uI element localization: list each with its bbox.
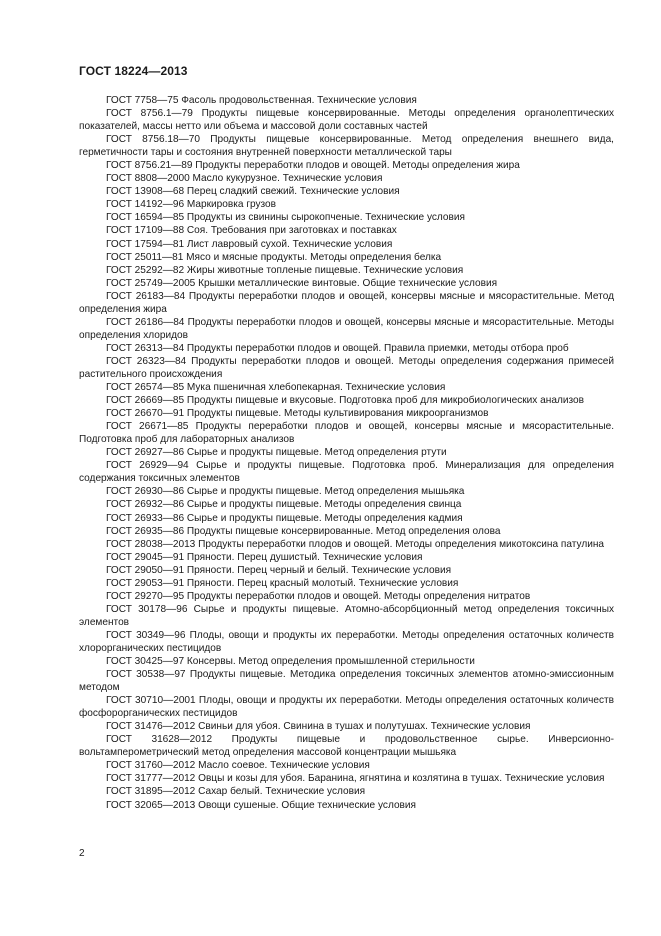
reference-item: ГОСТ 30349—96 Плоды, овощи и продукты их переработки. Методы определения остаточных количеств хлорорганических пестицидов — [79, 629, 614, 654]
reference-item: ГОСТ 7758—75 Фасоль продовольственная. Технические условия — [106, 95, 417, 106]
reference-item: ГОСТ 26932—86 Сырье и продукты пищевые. Методы определения свинца — [106, 499, 462, 511]
reference-item: ГОСТ 29050—91 Пряности. Перец черный и белый. Технические условия — [106, 564, 452, 576]
page-number: 2 — [79, 848, 85, 859]
reference-item: ГОСТ 31777—2012 Овцы и козы для убоя. Баранина, ягнятина и козлятина в тушах. Технические условия — [106, 773, 605, 785]
reference-item: ГОСТ 29270—95 Продукты переработки плодов и овощей. Методы определения нитратов — [106, 590, 531, 602]
reference-item: ГОСТ 30178—96 Сырье и продукты пищевые. Атомно-абсорбционный метод определения токсичных элементов — [79, 603, 614, 628]
reference-item: ГОСТ 25749—2005 Крышки металлические винтовые. Общие технические условия — [106, 277, 498, 289]
reference-item: ГОСТ 31895—2012 Сахар белый. Технические условия — [106, 786, 366, 798]
reference-item: ГОСТ 8808—2000 Масло кукурузное. Технические условия — [106, 173, 383, 185]
reference-item: ГОСТ 25292—82 Жиры животные топленые пищевые. Технические условия — [106, 264, 464, 276]
reference-item: ГОСТ 8756.1—79 Продукты пищевые консервированные. Методы определения органолептических показателей, массы нетто или объема и массовой доли составных частей — [79, 108, 614, 133]
reference-item: ГОСТ 26313—84 Продукты переработки плодов и овощей. Правила приемки, методы отбора проб — [106, 342, 569, 354]
reference-item: ГОСТ 32065—2013 Овощи сушеные. Общие технические условия — [106, 799, 417, 811]
reference-item: ГОСТ 26574—85 Мука пшеничная хлебопекарная. Технические условия — [106, 382, 446, 394]
document-code-header: ГОСТ 18224—2013 — [79, 64, 188, 78]
reference-item: ГОСТ 26671—85 Продукты переработки плодов и овощей, консервы мясные и мясорастительные. Подготовка проб для лабораторных анализов — [79, 421, 614, 446]
reference-item: ГОСТ 8756.21—89 Продукты переработки плодов и овощей. Методы определения жира — [106, 160, 520, 172]
reference-item: ГОСТ 17109—88 Соя. Требования при заготовках и поставках — [106, 225, 397, 237]
reference-item: ГОСТ 16594—85 Продукты из свинины сырокопченые. Технические условия — [106, 212, 466, 224]
reference-item: ГОСТ 8756.18—70 Продукты пищевые консервированные. Метод определения внешнего вида, герметичности тары и состояния внутренней поверхности металлической тары — [79, 134, 614, 159]
reference-item: ГОСТ 26186—84 Продукты переработки плодов и овощей, консервы мясные и мясорастительные. Методы определения хлоридов — [79, 316, 614, 341]
reference-item: ГОСТ 26929—94 Сырье и продукты пищевые. Подготовка проб. Минерализация для определения содержания токсичных элементов — [79, 460, 614, 485]
reference-item: ГОСТ 28038—2013 Продукты переработки плодов и овощей. Методы определения микотоксина патулина — [106, 538, 605, 550]
reference-item: ГОСТ 26323—84 Продукты переработки плодов и овощей. Методы определения содержания примесей растительного происхождения — [79, 355, 614, 380]
reference-item: ГОСТ 26670—91 Продукты пищевые. Методы культивирования микроорганизмов — [106, 408, 489, 420]
normative-references-list — [79, 94, 614, 812]
reference-item: ГОСТ 17594—81 Лист лавровый сухой. Технические условия — [106, 238, 393, 250]
reference-item: ГОСТ 14192—96 Маркировка грузов — [106, 199, 277, 211]
reference-item: ГОСТ 30538—97 Продукты пищевые. Методика определения токсичных элементов атомно-эмиссионным методом — [79, 669, 614, 694]
reference-item: ГОСТ 26933—86 Сырье и продукты пищевые. Методы определения кадмия — [106, 512, 463, 524]
reference-item: ГОСТ 26930—86 Сырье и продукты пищевые. Метод определения мышьяка — [106, 486, 465, 498]
reference-item: ГОСТ 29053—91 Пряности. Перец красный молотый. Технические условия — [106, 577, 459, 589]
reference-item: ГОСТ 25011—81 Мясо и мясные продукты. Методы определения белка — [106, 251, 442, 263]
reference-item: ГОСТ 26935—86 Продукты пищевые консервированные. Метод определения олова — [106, 525, 501, 537]
reference-item: ГОСТ 31476—2012 Свиньи для убоя. Свинина в тушах и полутушах. Технические условия — [106, 721, 531, 733]
reference-item: ГОСТ 26183—84 Продукты переработки плодов и овощей, консервы мясные и мясорастительные. Метод определения жира — [79, 290, 614, 315]
reference-item: ГОСТ 26669—85 Продукты пищевые и вкусовые. Подготовка проб для микробиологических анализов — [106, 395, 584, 407]
reference-item: ГОСТ 30710—2001 Плоды, овощи и продукты их переработки. Методы определения остаточных количеств фосфорорганических пестицидов — [79, 695, 614, 720]
reference-item: ГОСТ 13908—68 Перец сладкий свежий. Технические условия — [106, 186, 400, 198]
reference-item: ГОСТ 29045—91 Пряности. Перец душистый. Технические условия — [106, 551, 423, 563]
reference-item: ГОСТ 30425—97 Консервы. Метод определения промышленной стерильности — [106, 656, 475, 668]
reference-item: ГОСТ 31628—2012 Продукты пищевые и продовольственное сырье. Инверсионно-вольтамперометрический метод определения массовой концентрации мышьяка — [79, 734, 614, 759]
reference-item: ГОСТ 26927—86 Сырье и продукты пищевые. Метод определения ртути — [106, 447, 447, 459]
reference-item: ГОСТ 31760—2012 Масло соевое. Технические условия — [106, 760, 370, 772]
